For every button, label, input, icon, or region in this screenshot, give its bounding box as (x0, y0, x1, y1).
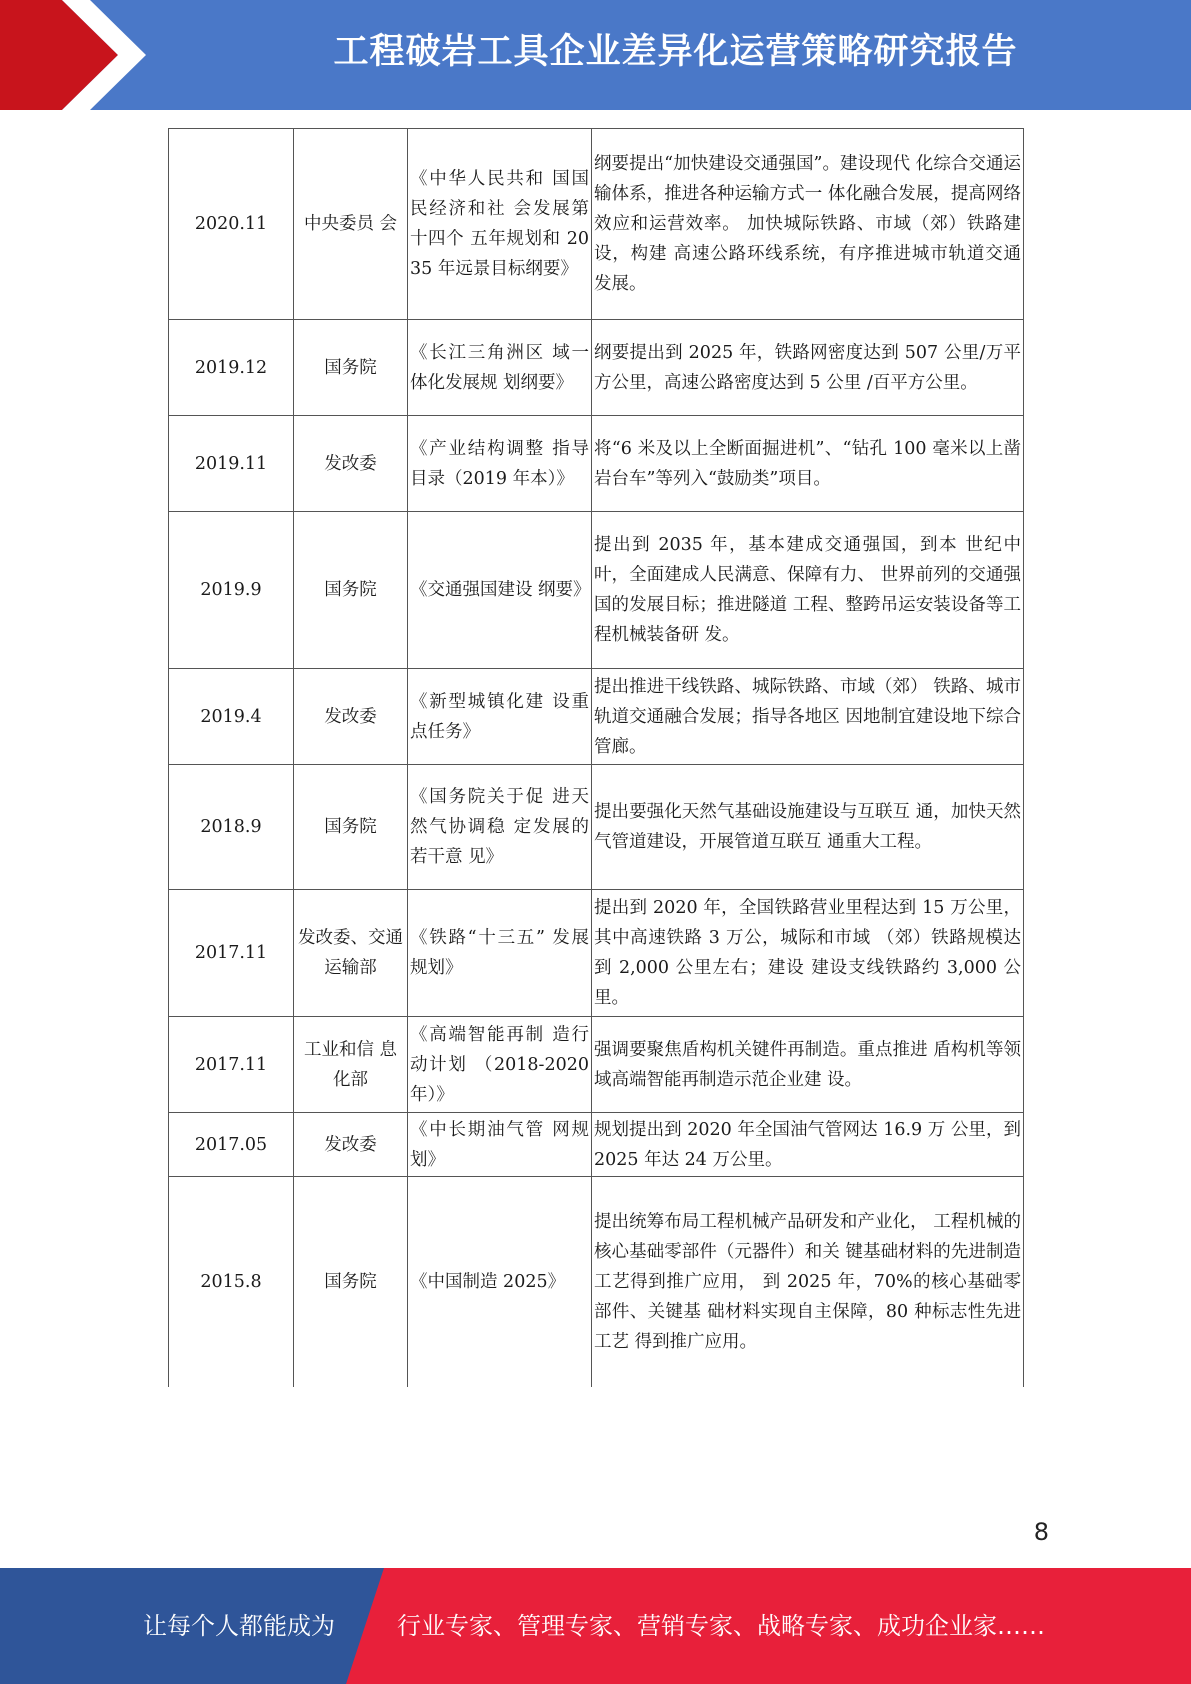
date-cell: 2015.8 (169, 1177, 294, 1387)
table-row (169, 1177, 1024, 1387)
content-cell: 规划提出到 2020 年全国油气管网达 16.9 万 公里，到 2025 年达 24 万公里。 (592, 1113, 1024, 1177)
document-cell: 《国务院关于促 进天然气协调稳 定发展的若干意 见》 (408, 765, 592, 890)
policy-table (168, 128, 1024, 1387)
document-cell: 《交通强国建设 纲要》 (408, 512, 592, 669)
department-cell: 国务院 (294, 512, 408, 669)
content-cell: 纲要提出“加快建设交通强国”。建设现代 化综合交通运输体系，推进各种运输方式一 体化融合发展，提高网络效应和运营效率。 加快城际铁路、市域（郊）铁路建设，构建 高速公路环线系统，有序推进城市轨道交通 发展。 (592, 129, 1024, 320)
document-cell: 《新型城镇化建 设重点任务》 (408, 669, 592, 765)
report-title: 工程破岩工具企业差异化运营策略研究报告 (333, 32, 1018, 72)
chevron-arrow-icon (0, 0, 152, 110)
content-cell: 将“6 米及以上全断面掘进机”、“钻孔 100 毫米以上凿岩台车”等列入“鼓励类”项目。 (592, 416, 1024, 512)
date-cell: 2020.11 (169, 129, 294, 320)
table-row (169, 1113, 1024, 1177)
department-cell: 国务院 (294, 320, 408, 416)
department-cell: 国务院 (294, 765, 408, 890)
content-cell: 提出要强化天然气基础设施建设与互联互 通，加快天然气管道建设，开展管道互联互 通重大工程。 (592, 765, 1024, 890)
content-cell: 提出到 2020 年，全国铁路营业里程达到 15 万公里，其中高速铁路 3 万公，城际和市域 （郊）铁路规模达到 2,000 公里左右；建设 建设支线铁路约 3,000 公里。 (592, 890, 1024, 1017)
footer-slogan-right: 行业专家、管理专家、营销专家、战略专家、成功企业家…… (397, 1612, 1045, 1640)
page-number: 8 (1033, 1518, 1049, 1546)
table-row (169, 669, 1024, 765)
document-cell: 《中长期油气管 网规划》 (408, 1113, 592, 1177)
table-row (169, 890, 1024, 1017)
table-row (169, 765, 1024, 890)
page-footer (0, 1568, 1191, 1684)
policy-table-container (168, 128, 1024, 1387)
date-cell: 2018.9 (169, 765, 294, 890)
department-cell: 发改委、交通运输部 (294, 890, 408, 1017)
department-cell: 发改委 (294, 416, 408, 512)
document-cell: 《长江三角洲区 域一体化发展规 划纲要》 (408, 320, 592, 416)
footer-slogan-left: 让每个人都能成为 (143, 1612, 335, 1640)
document-cell: 《产业结构调整 指导目录（2019 年本）》 (408, 416, 592, 512)
department-cell: 发改委 (294, 669, 408, 765)
date-cell: 2017.11 (169, 1017, 294, 1113)
table-row (169, 320, 1024, 416)
table-row (169, 129, 1024, 320)
content-cell: 强调要聚焦盾构机关键件再制造。重点推进 盾构机等领域高端智能再制造示范企业建 设。 (592, 1017, 1024, 1113)
page-header (0, 0, 1191, 110)
document-cell: 《铁路“十三五” 发展规划》 (408, 890, 592, 1017)
date-cell: 2017.05 (169, 1113, 294, 1177)
content-cell: 提出推进干线铁路、城际铁路、市域（郊） 铁路、城市轨道交通融合发展；指导各地区 因地制宜建设地下综合管廊。 (592, 669, 1024, 765)
document-cell: 《中华人民共和 国国民经济和社 会发展第十四个 五年规划和 2035 年远景目标纲要》 (408, 129, 592, 320)
department-cell: 发改委 (294, 1113, 408, 1177)
department-cell: 工业和信 息化部 (294, 1017, 408, 1113)
department-cell: 国务院 (294, 1177, 408, 1387)
document-cell: 《中国制造 2025》 (408, 1177, 592, 1387)
date-cell: 2019.11 (169, 416, 294, 512)
date-cell: 2019.4 (169, 669, 294, 765)
table-row (169, 512, 1024, 669)
date-cell: 2017.11 (169, 890, 294, 1017)
table-row (169, 1017, 1024, 1113)
content-cell: 提出到 2035 年，基本建成交通强国，到本 世纪中叶，全面建成人民满意、保障有力、 世界前列的交通强国的发展目标；推进隧道 工程、整跨吊运安装设备等工程机械装备研 发。 (592, 512, 1024, 669)
document-cell: 《高端智能再制 造行动计划 （2018-2020 年）》 (408, 1017, 592, 1113)
date-cell: 2019.12 (169, 320, 294, 416)
content-cell: 纲要提出到 2025 年，铁路网密度达到 507 公里/万平方公里，高速公路密度达到 5 公里 /百平方公里。 (592, 320, 1024, 416)
date-cell: 2019.9 (169, 512, 294, 669)
content-cell: 提出统筹布局工程机械产品研发和产业化， 工程机械的核心基础零部件（元器件）和关 键基础材料的先进制造工艺得到推广应用， 到 2025 年，70%的核心基础零部件、关键基 础材料实现自主保障，80 种标志性先进工艺 得到推广应用。 (592, 1177, 1024, 1387)
table-row (169, 416, 1024, 512)
department-cell: 中央委员 会 (294, 129, 408, 320)
